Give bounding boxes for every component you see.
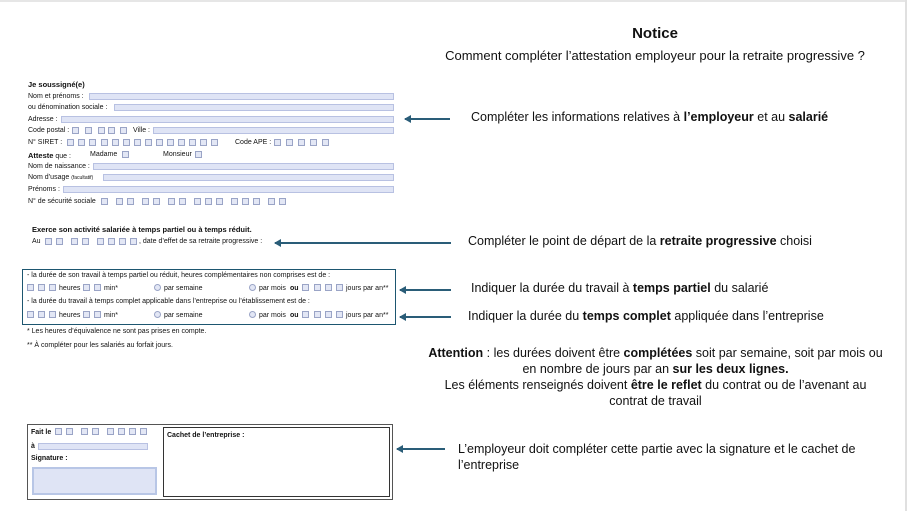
note-text: appliquée dans l’entreprise xyxy=(670,309,824,323)
duree-complet-label: - la durée du travail à temps complet applicable dans l’entreprise ou l’établissement est de : xyxy=(27,298,310,305)
que-label: que : xyxy=(55,153,71,160)
denomination-field[interactable] xyxy=(114,104,394,111)
hours-box[interactable] xyxy=(49,311,56,318)
par-mois-radio[interactable] xyxy=(249,311,256,318)
siret-label: N° SIRET : xyxy=(28,139,63,146)
fait-le-box[interactable] xyxy=(92,428,99,435)
par-semaine-label: par semaine xyxy=(164,285,203,292)
min-box[interactable] xyxy=(94,311,101,318)
fait-le-box[interactable] xyxy=(118,428,125,435)
date-box[interactable] xyxy=(97,238,104,245)
siret-box[interactable] xyxy=(200,139,207,146)
min-box[interactable] xyxy=(83,284,90,291)
note-bold: temps complet xyxy=(582,309,671,323)
code-postal-box[interactable] xyxy=(98,127,105,134)
jours-box[interactable] xyxy=(325,284,332,291)
date-box[interactable] xyxy=(119,238,126,245)
jours-box[interactable] xyxy=(314,311,321,318)
siret-box[interactable] xyxy=(89,139,96,146)
secu-box[interactable] xyxy=(168,198,175,205)
secu-box[interactable] xyxy=(205,198,212,205)
signature-field[interactable] xyxy=(32,467,157,495)
code-postal-box[interactable] xyxy=(85,127,92,134)
secu-box[interactable] xyxy=(194,198,201,205)
code-postal-label: Code postal : xyxy=(28,127,70,134)
secu-box[interactable] xyxy=(116,198,123,205)
fait-le-box[interactable] xyxy=(129,428,136,435)
arrow-left-icon xyxy=(397,448,445,450)
secu-box[interactable] xyxy=(279,198,286,205)
note-bold: retraite progressive xyxy=(659,234,777,248)
jours-box[interactable] xyxy=(336,284,343,291)
code-ape-box[interactable] xyxy=(286,139,293,146)
code-ape-box[interactable] xyxy=(298,139,305,146)
ville-label: Ville : xyxy=(133,127,150,134)
ou-label: ou xyxy=(290,285,299,292)
monsieur-label: Monsieur xyxy=(163,151,192,158)
date-box[interactable] xyxy=(56,238,63,245)
jours-box[interactable] xyxy=(314,284,321,291)
hours-box[interactable] xyxy=(38,284,45,291)
footnote-forfait: ** À compléter pour les salariés au forfait jours. xyxy=(27,342,173,349)
nom-usage-line xyxy=(28,174,93,181)
note-text: choisi xyxy=(776,234,812,248)
siret-box[interactable] xyxy=(78,139,85,146)
siret-box[interactable] xyxy=(211,139,218,146)
siret-box[interactable] xyxy=(101,139,108,146)
siret-box[interactable] xyxy=(112,139,119,146)
code-ape-label: Code APE : xyxy=(235,139,272,146)
note-temps-complet xyxy=(468,309,824,323)
arrow-left-icon xyxy=(405,118,450,120)
madame-label: Madame xyxy=(90,151,118,158)
jours-box[interactable] xyxy=(302,284,309,291)
fait-le-box[interactable] xyxy=(140,428,147,435)
secu-box[interactable] xyxy=(101,198,108,205)
hours-box[interactable] xyxy=(49,284,56,291)
code-postal-box[interactable] xyxy=(120,127,127,134)
note-temps-partiel xyxy=(471,281,768,295)
ville-field[interactable] xyxy=(153,127,394,134)
madame-checkbox[interactable] xyxy=(122,151,129,158)
atteste-label: Atteste xyxy=(28,151,54,160)
note-employeur-salarie xyxy=(471,110,828,124)
note-retraite-progressive xyxy=(468,234,812,248)
fait-le-label: Fait le xyxy=(31,429,52,436)
lieu-field[interactable] xyxy=(38,443,148,450)
cachet-label: Cachet de l’entreprise : xyxy=(167,432,245,439)
note-text: du salarié xyxy=(710,281,769,295)
nom-prenoms-field[interactable] xyxy=(89,93,394,100)
attention-bold: Attention xyxy=(428,346,484,360)
a-label: à xyxy=(31,443,35,450)
heures-label: heures xyxy=(59,312,81,319)
secu-label: N° de sécurité sociale xyxy=(28,198,96,205)
au-label: Au xyxy=(32,238,41,245)
date-box[interactable] xyxy=(71,238,78,245)
attention-line xyxy=(428,377,883,409)
siret-box[interactable] xyxy=(145,139,152,146)
facultatif-label: (facultatif) xyxy=(71,175,94,181)
arrow-left-icon xyxy=(400,289,451,291)
note-bold: temps partiel xyxy=(632,281,711,295)
note-signature-cachet: L’employeur doit compléter cette partie avec la signature et le cachet de l’entreprise xyxy=(458,442,856,472)
nom-naissance-label: Nom de naissance : xyxy=(28,163,90,170)
secu-box[interactable] xyxy=(153,198,160,205)
hours-box[interactable] xyxy=(38,311,45,318)
note-text: Indiquer la durée du xyxy=(468,309,583,323)
nom-prenoms-label: Nom et prénoms : xyxy=(28,93,84,100)
secu-box[interactable] xyxy=(253,198,260,205)
attention-bold: sur les deux lignes. xyxy=(672,362,789,376)
note-text: Compléter les informations relatives à xyxy=(471,110,684,124)
attention-line xyxy=(428,345,883,377)
attention-bold: être le reflet xyxy=(630,378,702,392)
exerce-label: Exerce son activité salariée à temps partiel ou à temps réduit. xyxy=(32,225,252,234)
date-box[interactable] xyxy=(82,238,89,245)
code-postal-box[interactable] xyxy=(72,127,79,134)
jours-par-an-label: jours par an** xyxy=(346,285,389,292)
par-semaine-radio[interactable] xyxy=(154,311,161,318)
nom-usage-field[interactable] xyxy=(103,174,394,181)
siret-box[interactable] xyxy=(123,139,130,146)
jours-box[interactable] xyxy=(336,311,343,318)
top-border xyxy=(0,0,907,2)
siret-box[interactable] xyxy=(167,139,174,146)
attention-text: soit par semaine, soit par mois ou en nombre de jours par an xyxy=(522,346,883,376)
secu-box[interactable] xyxy=(242,198,249,205)
par-semaine-radio[interactable] xyxy=(154,284,161,291)
prenoms-label: Prénoms : xyxy=(28,186,60,193)
adresse-field[interactable] xyxy=(61,116,394,123)
date-box[interactable] xyxy=(108,238,115,245)
siret-box[interactable] xyxy=(156,139,163,146)
arrow-left-icon xyxy=(275,242,451,244)
par-semaine-label: par semaine xyxy=(164,312,203,319)
jours-par-an-label: jours par an** xyxy=(346,312,389,319)
note-bold: l’employeur xyxy=(683,110,754,124)
signature-label: Signature : xyxy=(31,455,68,462)
adresse-label: Adresse : xyxy=(28,116,58,123)
attention-text: : les durées doivent être xyxy=(483,346,624,360)
page-title: Notice xyxy=(632,25,678,42)
code-postal-box[interactable] xyxy=(108,127,115,134)
note-text: Compléter le point de départ de la xyxy=(468,234,660,248)
attention-text: du contrat ou de l’avenant au contrat de travail xyxy=(609,378,867,408)
arrow-left-icon xyxy=(400,316,451,318)
min-label: min* xyxy=(104,312,119,319)
secu-box[interactable] xyxy=(216,198,223,205)
hours-box[interactable] xyxy=(27,311,34,318)
date-box[interactable] xyxy=(130,238,137,245)
footnote-equivalence: * Les heures d’équivalence ne sont pas prises en compte. xyxy=(27,328,207,335)
secu-box[interactable] xyxy=(231,198,238,205)
nom-usage-label: Nom d’usage xyxy=(28,174,70,181)
attention-note xyxy=(428,345,883,409)
siret-box[interactable] xyxy=(67,139,74,146)
duree-partiel-label: - la durée de son travail à temps partiel ou réduit, heures complémentaires non comprises est de : xyxy=(27,272,331,279)
code-ape-box[interactable] xyxy=(322,139,329,146)
date-box[interactable] xyxy=(45,238,52,245)
fait-le-box[interactable] xyxy=(81,428,88,435)
date-effet-label: , date d’effet de sa retraite progressive : xyxy=(139,238,263,245)
par-mois-radio[interactable] xyxy=(249,284,256,291)
nom-naissance-field[interactable] xyxy=(93,163,394,170)
secu-box[interactable] xyxy=(268,198,275,205)
min-box[interactable] xyxy=(83,311,90,318)
denomination-label: ou dénomination sociale : xyxy=(28,104,108,111)
siret-box[interactable] xyxy=(189,139,196,146)
par-mois-label: par mois xyxy=(259,312,286,319)
fait-le-box[interactable] xyxy=(107,428,114,435)
min-label: min* xyxy=(104,285,119,292)
note-bold: salarié xyxy=(788,110,829,124)
page-subtitle: Comment compléter l’attestation employeur pour la retraite progressive ? xyxy=(445,48,865,63)
soussigne-label: Je soussigné(e) xyxy=(28,80,85,89)
attention-bold: complétées xyxy=(623,346,693,360)
heures-label: heures xyxy=(59,285,81,292)
code-ape-box[interactable] xyxy=(310,139,317,146)
atteste-line xyxy=(28,151,71,160)
ou-label: ou xyxy=(290,312,299,319)
par-mois-label: par mois xyxy=(259,285,286,292)
jours-box[interactable] xyxy=(325,311,332,318)
siret-box[interactable] xyxy=(178,139,185,146)
attention-text: Les éléments renseignés doivent xyxy=(444,378,631,392)
secu-box[interactable] xyxy=(142,198,149,205)
secu-box[interactable] xyxy=(179,198,186,205)
monsieur-checkbox[interactable] xyxy=(195,151,202,158)
jours-box[interactable] xyxy=(302,311,309,318)
siret-box[interactable] xyxy=(134,139,141,146)
secu-box[interactable] xyxy=(127,198,134,205)
note-text: Indiquer la durée du travail à xyxy=(471,281,633,295)
fait-le-box[interactable] xyxy=(55,428,62,435)
note-text: et au xyxy=(753,110,789,124)
hours-box[interactable] xyxy=(27,284,34,291)
code-ape-box[interactable] xyxy=(274,139,281,146)
prenoms-field[interactable] xyxy=(63,186,394,193)
fait-le-box[interactable] xyxy=(66,428,73,435)
min-box[interactable] xyxy=(94,284,101,291)
